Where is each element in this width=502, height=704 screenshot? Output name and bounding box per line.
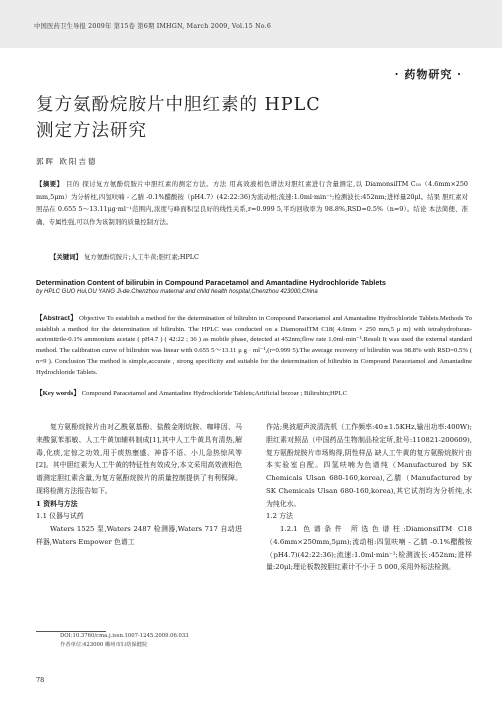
- keywords-english: [36, 388, 472, 399]
- abstract-en-label: 【Abstract】: [36, 315, 78, 322]
- keywords-en-label: 【Key words】: [36, 390, 81, 397]
- footnote: [60, 632, 189, 650]
- subsection-heading-1-2: 1.2 方法: [266, 512, 293, 521]
- page-number: 78: [36, 676, 45, 684]
- english-title: Determination Content of bilirubin in Compound Paracetamol and Amantadine Hydrochloride Tablets: [36, 278, 386, 287]
- authors: 郭晖 欧阳吉德: [36, 157, 98, 166]
- keywords-en-text: Compound Paracetamol and Amantadine Hydrochloride Tablets;Artificial bezoar ; Bilirubin;HPLC: [80, 390, 348, 397]
- section-label: · 药物研究 ·: [394, 68, 462, 81]
- chromatographic-conditions: 1.2.1 色谱条件 所选色谱柱:DiamonsilTM C18（4.6mm×250mm,5μm);流动相:四氢呋喃 - 乙腈 -0.1%醋酸铵（pH4.7)(42:22:36);流速:1.0ml·min⁻¹;检测波长:452nm;进样量:20μl;理论板数按胆红素计不小于 5 000,采用外标法检测。: [266, 525, 472, 572]
- footnote-affiliation: 作者单位:423000 郴州市妇幼保健院: [60, 642, 148, 648]
- instruments-continued: 作站;奥波超声波清洗机（工作频率:40±1.5KHz,输出功率:400W);胆红素对照品（中国药品生物制品检定所,批号:110821-200609),复方氨酚烷胺片市场购得,阴性样品 缺人工牛黄的复方氨酚烷胺片由本实验室自配。四氢呋喃为色谱纯（Manufactured by SK Chemicals Ulsan 680-160,korea),乙腈（Manufactured by SK Chemicals Ulsan 680-160,korea),其它试剂均为分析纯,水为纯化水。: [266, 423, 472, 508]
- footnote-doi: DOI:10.3760/cma.j.issn.1007-1245.2009.06.033: [60, 633, 189, 639]
- abstract-en-text: Objective To establish a method for the determination of bilirubin in Compound Paracetamol and Amantadine Hydrochloride Tablets.Methods To establish a method for the determination of bilirubin. The HPLC was conducted on a DiamonsilTM C18( 4.6mm × 250 mm,5 μ m) with tetrahydrofuran-acetonitrile-0.1% ammonium acetate ( pH4.7 ) ( 42:22 ; 36 ) as mobile phase, detected at 452nm;flow rate 1.0ml·min⁻¹.Result It was used the external standard method. The calibration curve of bilirubin was linear with 0.655 5～13.11 μ g · ml⁻¹,(r=0.999 5).The average recovery of bilirubin was 98.8% with RSD=0.5% ( n=9 ). Conclusion The method is simple,accurate , strong specificity and suitable for the determination of bilirubin in Compound Paracetamol and Amantadine Hydrochloride Tablets.: [36, 315, 472, 376]
- title-line-2: 测定方法研究: [36, 121, 147, 141]
- body-left-column: [36, 421, 242, 549]
- section-heading-1: 1 资料与方法: [36, 499, 78, 508]
- title-line-1: 复方氨酚烷胺片中胆红素的 HPLC: [36, 95, 321, 115]
- keywords-chinese: [50, 252, 470, 261]
- article-title: [36, 92, 321, 144]
- intro-paragraph: 复方氨酚烷胺片由对乙酰氨基酚、盐酸金刚烷胺、咖啡因、马来酸氯苯那敏、人工牛黄加辅料制成[1],其中人工牛黄具有清热,解毒,化痰,定惊之功效,用于痰热壅盛、神昏不语、小儿急热惊风等[2]。其中胆红素为人工牛黄的特征性有效成分,本文采用高效液相色谱测定胆红素含量,为复方氨酚烷胺片的质量控制提供了有利保障。现将检测方法报告如下。: [36, 423, 242, 495]
- abstract-chinese: [36, 178, 468, 228]
- abstract-cn-label: 【摘要】: [36, 180, 64, 188]
- journal-header: 中国医药卫生导报 2009年 第15卷 第6期 IMHGN, March 2009, Vol.15 No.6: [34, 23, 272, 30]
- english-authors: by HPLC GUO Hui,OU YANG Ji-de.Chenzhou maternal and child health hospital,Chenzhou 423000,China: [36, 289, 318, 295]
- keywords-cn-label: 【关键词】: [50, 253, 82, 261]
- body-right-column: [266, 421, 472, 574]
- subsection-heading-1-1: 1.1 仪器与试药: [36, 512, 84, 521]
- abstract-english: [36, 314, 472, 378]
- keywords-cn-text: 复方氨酚烷胺片;人工牛黄;胆红素;HPLC: [81, 253, 199, 261]
- instruments-paragraph: Waters 1525 泵,Waters 2487 检测器,Waters 717 自动进样器,Waters Empower 色谱工: [36, 525, 242, 546]
- abstract-cn-text: 目的 探讨复方氨酚烷胺片中胆红素的测定方法。方法 用高效液相色谱法对胆红素进行含量测定,以 DiamonsilTM C₁₈（4.6mm×250 mm,5μm）为分析柱,四氢呋喃 - 乙腈 -0.1%醋酸铵（pH4.7）(42:22:36)为流动相;流速:1.0ml·min⁻¹;检测波长:452nm;进样量20μl。结果 胆红素对照品在 0.655 5～13.11μg·ml⁻¹范围内,浓度与峰面积呈良好的线性关系,r=0.999 5,平均回收率为 98.8%,RSD=0.5%（n=9）。结论 本法简便、准确、专属性强,可以作为该制剂的质量控制方法。: [36, 180, 469, 226]
